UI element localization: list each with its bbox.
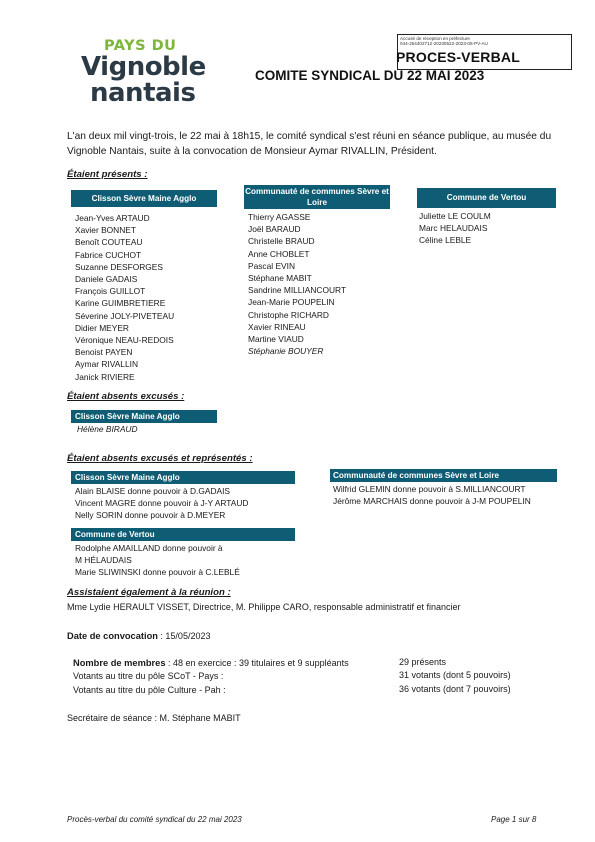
list-item: Jean-Marie POUPELIN <box>248 297 335 308</box>
present-group-vertou-header: Commune de Vertou <box>417 188 556 208</box>
represented-ccsl-list <box>333 483 531 507</box>
list-item: Fabrice CUCHOT <box>75 249 142 260</box>
document-title: PROCES-VERBAL <box>396 49 520 65</box>
list-item: Daniele GADAIS <box>75 274 138 285</box>
present-list-vertou <box>419 210 491 247</box>
list-item: François GUILLOT <box>75 286 146 297</box>
logo-line-1: PAYS DU <box>104 38 177 54</box>
list-item: Aymar RIVALLIN <box>75 359 138 370</box>
list-item: Marc HELAUDAIS <box>419 223 488 234</box>
represented-ccsl-header: Communauté de communes Sèvre et Loire <box>330 469 557 482</box>
list-item: Thierry AGASSE <box>248 212 311 222</box>
list-item: Benoît COUTEAU <box>75 237 143 248</box>
members-line: Nombre de membres : 48 en exercice : 39 titulaires et 9 suppléants <box>73 658 349 668</box>
present-group-csma-header: Clisson Sèvre Maine Agglo <box>71 190 217 207</box>
list-item: Xavier BONNET <box>75 225 136 236</box>
assist-text: Mme Lydie HERAULT VISSET, Directrice, M. Philippe CARO, responsable administratif et financier <box>67 602 461 612</box>
represented-csma-list <box>75 485 248 522</box>
list-item: Christophe RICHARD <box>248 309 329 320</box>
represented-vertou-header: Commune de Vertou <box>71 528 295 541</box>
scot-value: 31 votants (dont 5 pouvoirs) <box>399 670 511 680</box>
list-item: Marie SLIWINSKI donne pouvoir à C.LEBLÉ <box>75 567 240 578</box>
assist-heading: Assistaient également à la réunion : <box>67 587 231 598</box>
list-item: Nelly SORIN donne pouvoir à D.MEYER <box>75 510 226 521</box>
list-item: Didier MEYER <box>75 322 129 333</box>
present-heading: Étaient présents : <box>67 169 148 180</box>
list-item: Céline LEBLE <box>419 235 472 246</box>
list-item: Benoist PAYEN <box>75 347 133 358</box>
logo-line-3: nantais <box>90 78 196 108</box>
absent-heading: Étaient absents excusés : <box>67 391 185 402</box>
footer-title: Procès-verbal du comité syndical du 22 mai 2023 <box>67 815 242 824</box>
list-item: M HÉLAUDAIS <box>75 555 132 566</box>
list-item: Christelle BRAUD <box>248 236 315 247</box>
list-item: Alain BLAISE donne pouvoir à D.GADAIS <box>75 486 231 496</box>
document-subtitle: COMITE SYNDICAL DU 22 MAI 2023 <box>255 68 485 83</box>
present-list-ccsl <box>248 211 346 357</box>
list-item: Karine GUIMBRETIERE <box>75 298 166 309</box>
list-item: Rodolphe AMAILLAND donne pouvoir à <box>75 543 223 553</box>
present-group-ccsl-header: Communauté de communes Sèvre et Loire <box>245 187 389 207</box>
secretary-line: Secrétaire de séance : M. Stéphane MABIT <box>67 713 241 723</box>
page-number: Page 1 sur 8 <box>491 815 537 824</box>
represented-heading: Étaient absents excusés et représentés : <box>67 453 253 464</box>
list-item: Joël BARAUD <box>248 224 301 235</box>
list-item: Pascal EVIN <box>248 260 296 271</box>
absent-list <box>77 423 138 435</box>
list-item: Anne CHOBLET <box>248 248 310 259</box>
scot-label: Votants au titre du pôle SCoT - Pays : <box>73 671 224 681</box>
list-item: Véronique NEAU-REDOIS <box>75 335 174 346</box>
list-item: Jérôme MARCHAIS donne pouvoir à J-M POUPELIN <box>333 496 531 507</box>
present-count: 29 présents <box>399 657 447 667</box>
list-item: Stéphanie BOUYER <box>248 346 324 357</box>
list-item: Martine VIAUD <box>248 334 304 345</box>
list-item: Séverine JOLY-PIVETEAU <box>75 310 175 321</box>
culture-value: 36 votants (dont 7 pouvoirs) <box>399 684 511 694</box>
list-item: Jean-Yves ARTAUD <box>75 213 150 223</box>
list-item: Hélène BIRAUD <box>77 424 138 434</box>
list-item: Vincent MAGRE donne pouvoir à J-Y ARTAUD <box>75 498 249 509</box>
list-item: Wilfrid GLEMIN donne pouvoir à S.MILLIANCOURT <box>333 484 526 494</box>
represented-vertou-list <box>75 542 240 579</box>
list-item: Juliette LE COULM <box>419 211 491 221</box>
represented-csma-header: Clisson Sèvre Maine Agglo <box>71 471 295 484</box>
logo-line-2: Vignoble <box>81 52 206 82</box>
list-item: Suzanne DESFORGES <box>75 261 163 272</box>
list-item: Sandrine MILLIANCOURT <box>248 285 347 296</box>
prefecture-stamp-text: Accusé de réception en préfecture 044-254402712-20230522-2023-05-PV-AU <box>400 36 488 46</box>
list-item: Xavier RINEAU <box>248 321 306 332</box>
list-item: Stéphane MABIT <box>248 273 312 284</box>
culture-label: Votants au titre du pôle Culture - Pah : <box>73 685 226 695</box>
absent-group-header: Clisson Sèvre Maine Agglo <box>71 410 217 423</box>
intro-paragraph: L'an deux mil vingt-trois, le 22 mai à 18h15, le comité syndical s'est réuni en séance publique, au musée du Vignoble Nantais, suite à la convocation de Monsieur Aymar RIVALLIN, Président. <box>67 131 552 157</box>
list-item: Janick RIVIERE <box>75 371 135 382</box>
convocation-line: Date de convocation : 15/05/2023 <box>67 631 211 641</box>
present-list-csma <box>75 212 174 383</box>
